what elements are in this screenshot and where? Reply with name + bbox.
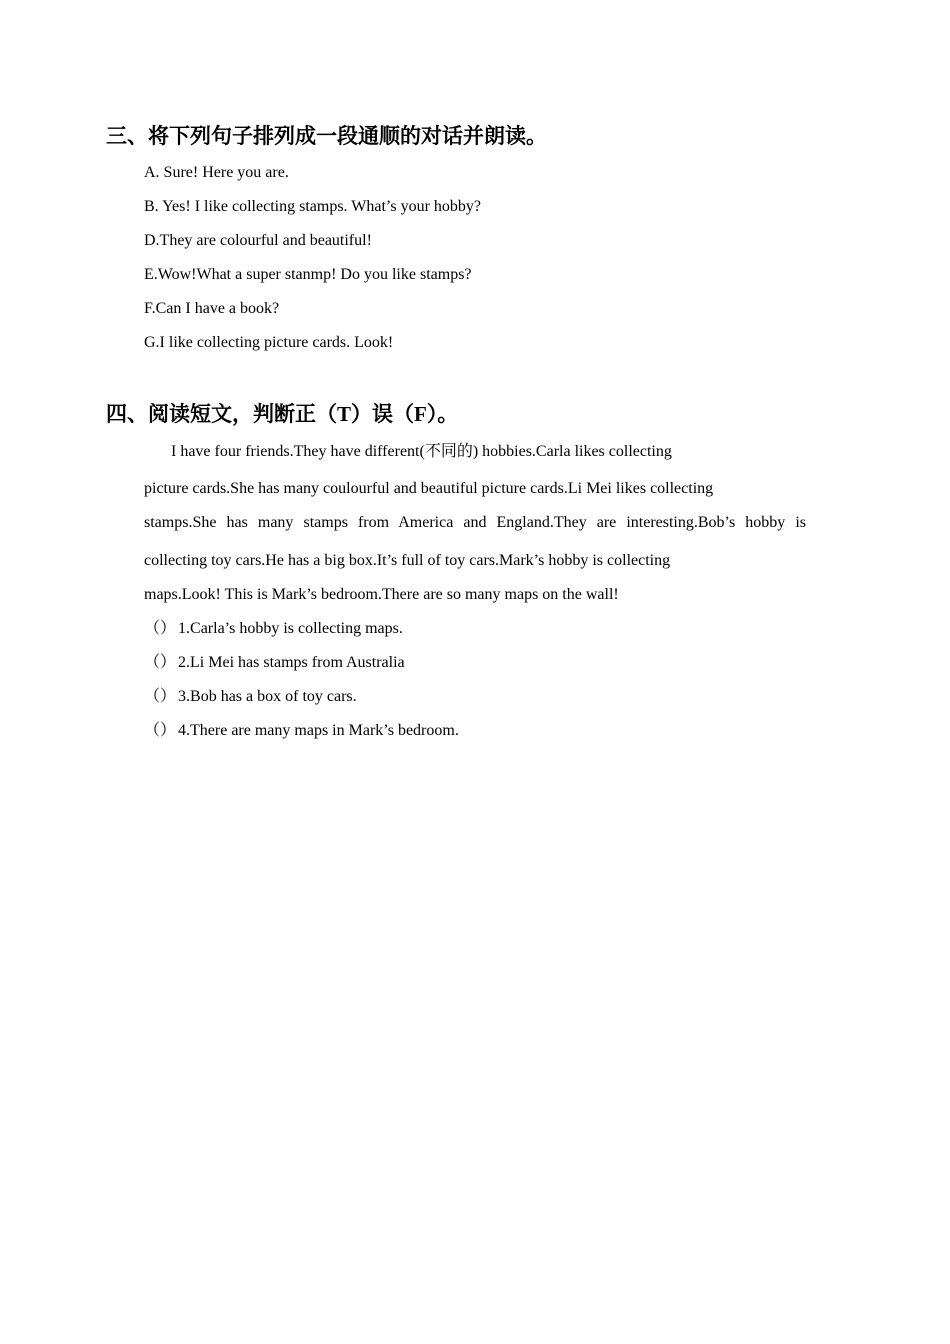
question-1 <box>144 618 403 640</box>
section-3-item-d: D.They are colourful and beautiful! <box>144 232 372 249</box>
passage-line-1: I have four friends.They have different(不同的) hobbies.Carla likes collecting <box>171 443 672 460</box>
answer-blank: （） <box>144 620 177 637</box>
section-3-item-g: G.I like collecting picture cards. Look! <box>144 334 394 351</box>
answer-blank: （） <box>144 688 177 705</box>
section-4-title: 四、阅读短文，判断正（T）误（F）。 <box>106 402 459 426</box>
question-text: 3.Bob has a box of toy cars. <box>178 688 357 705</box>
passage-line-2: picture cards.She has many coulourful and beautiful picture cards.Li Mei likes collecting <box>144 480 714 497</box>
section-3-item-a: A. Sure! Here you are. <box>144 164 289 181</box>
passage-line-3: stamps.She has many stamps from America and England.They are interesting.Bob’s hobby is <box>144 514 806 531</box>
passage-line-5: maps.Look! This is Mark’s bedroom.There are so many maps on the wall! <box>144 586 619 603</box>
question-text: 2.Li Mei has stamps from Australia <box>178 654 405 671</box>
question-3 <box>144 686 357 708</box>
passage-line-4: collecting toy cars.He has a big box.It’s full of toy cars.Mark’s hobby is collecting <box>144 552 671 569</box>
answer-blank: （） <box>144 722 177 739</box>
section-3-item-b: B. Yes! I like collecting stamps. What’s your hobby? <box>144 198 481 215</box>
question-4 <box>144 720 459 742</box>
question-text: 4.There are many maps in Mark’s bedroom. <box>178 722 459 739</box>
question-text: 1.Carla’s hobby is collecting maps. <box>178 620 403 637</box>
question-2 <box>144 652 405 674</box>
section-3-item-e: E.Wow!What a super stanmp! Do you like stamps? <box>144 266 472 283</box>
section-3-item-f: F.Can I have a book? <box>144 300 280 317</box>
answer-blank: （） <box>144 654 177 671</box>
section-3-title: 三、将下列句子排列成一段通顺的对话并朗读。 <box>106 124 547 148</box>
